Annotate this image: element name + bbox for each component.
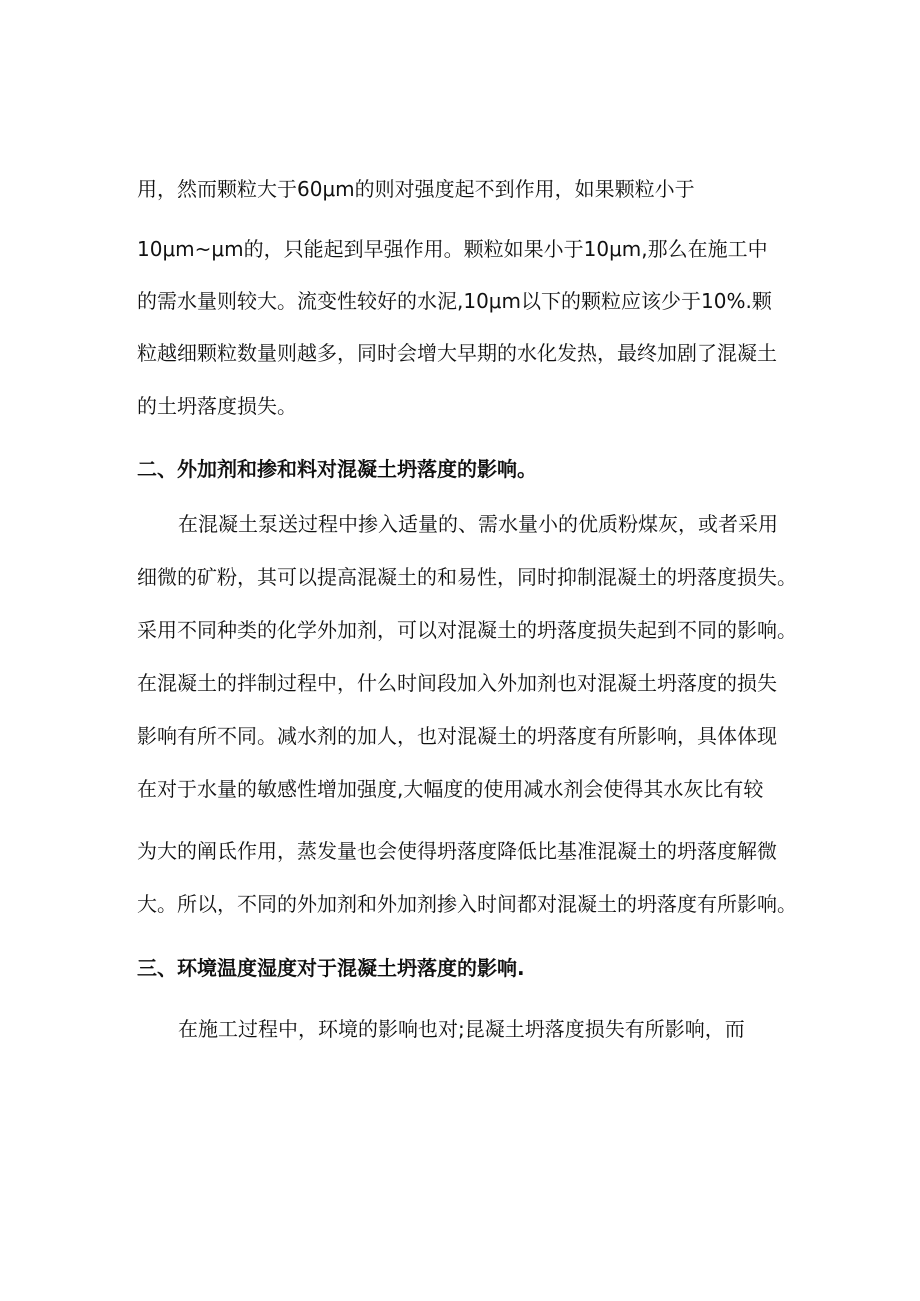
text-line: 在施工过程中，环境的影响也对;昆凝土坍落度损失有所影响，而 bbox=[178, 1017, 745, 1041]
text-line: 用，然而颗粒大于60μm的则对强度起不到作用，如果颗粒小于 bbox=[137, 177, 695, 201]
text-line: 在对于水量的敏感性增加强度,大幅度的使用减水剂会使得其水灰比有较 bbox=[137, 777, 764, 801]
text-line: 影响有所不同。减水剂的加人，也对混凝土的坍落度有所影响，具体体现 bbox=[137, 724, 777, 748]
section-heading-2: 二、外加剂和掺和料对混凝土坍落度的影响。 bbox=[137, 457, 537, 481]
text-line: 细微的矿粉，其可以提高混凝土的和易性，同时抑制混凝土的坍落度损失。 bbox=[137, 565, 797, 589]
text-line: 粒越细颗粒数量则越多，同时会增大早期的水化发热，最终加剧了混凝土 bbox=[137, 341, 777, 365]
section-heading-3: 三、环境温度湿度对于混凝土坍落度的影响. bbox=[137, 956, 525, 980]
text-line: 10μm~μm的，只能起到早强作用。颗粒如果小于10μm,那么在施工中 bbox=[137, 237, 768, 261]
text-line: 在混凝土的拌制过程中，什么时间段加入外加剂也对混凝土坍落度的损失 bbox=[137, 671, 777, 695]
text-line: 的需水量则较大。流变性较好的水泥,10μm以下的颗粒应该少于10%.颗 bbox=[137, 289, 772, 313]
text-line: 大。所以，不同的外加剂和外加剂掺入时间都对混凝土的坍落度有所影响。 bbox=[137, 892, 797, 916]
text-line: 在混凝土泵送过程中掺入适量的、需水量小的优质粉煤灰，或者采用 bbox=[178, 512, 778, 536]
text-line: 为大的阐氐作用，蒸发量也会使得坍落度降低比基准混凝土的坍落度解微 bbox=[137, 839, 777, 863]
text-line: 的土坍落度损失。 bbox=[137, 394, 297, 418]
text-line: 采用不同种类的化学外加剂，可以对混凝土的坍落度损失起到不同的影响。 bbox=[137, 618, 797, 642]
